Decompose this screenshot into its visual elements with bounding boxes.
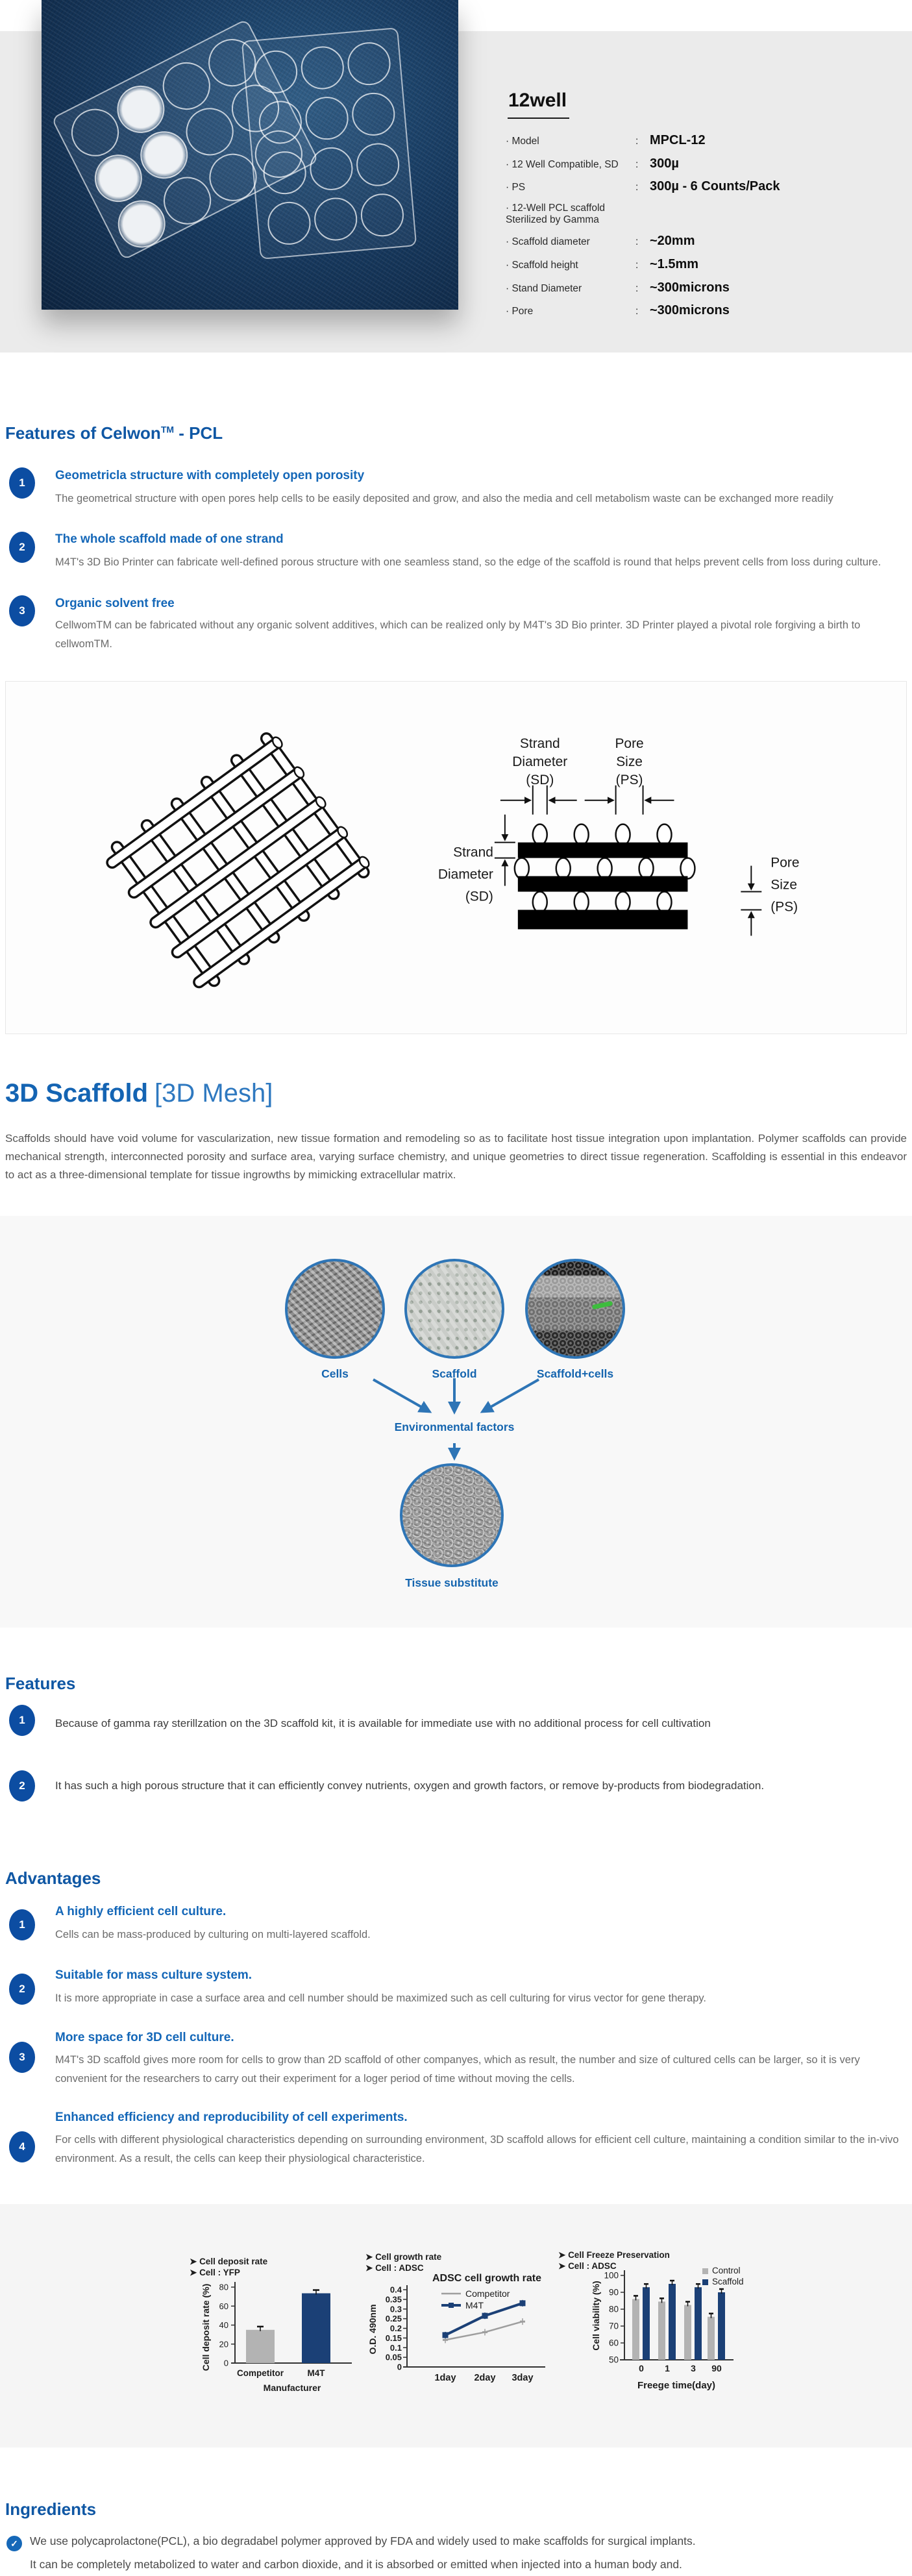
arrowhead-bullet-icon: ➤ — [558, 2250, 569, 2260]
spec-separator: : — [635, 282, 639, 294]
y-tick-label: 0.15 — [385, 2333, 402, 2343]
chart-header-line: Cell : ADSC — [375, 2263, 424, 2273]
spec-separator: : — [635, 236, 639, 248]
item-number-badge: 4 — [9, 2131, 35, 2162]
well — [354, 142, 401, 188]
spec-label: · PS — [506, 182, 635, 193]
spec-label: · 12-Well PCL scaffold Sterilized by Gamma — [506, 203, 635, 226]
x-axis-label: Manufacturer — [263, 2383, 321, 2393]
legend-entry: Control — [712, 2266, 741, 2275]
scaffold-heading — [5, 1079, 273, 1108]
spec-value: 300µ — [650, 156, 679, 171]
item-desc: It is more appropriate in case a surface area and cell number should be maximized such as cell culturing for virus vector for gene therapy. — [55, 1992, 707, 2004]
item-text: It has such a high porous structure that it can efficiently convey nutrients, oxygen and growth factors, or remove by-products from biodegradation. — [55, 1779, 765, 1792]
ingredients-heading: Ingredients — [5, 2499, 97, 2519]
scaffold-heading-bold: 3D Scaffold — [5, 1079, 149, 1108]
spec-list — [506, 133, 869, 327]
flow-label-environmental-factors: Environmental factors — [394, 1420, 515, 1433]
y-tick-label: 0.2 — [389, 2323, 402, 2333]
item-desc: CellwomTM can be fabricated without any organic solvent additives, which can be realized only by M4T's 3D Bio printer. 3D Printer played a pivotal role forgiving a birth to cellwomTM. — [55, 619, 861, 650]
y-tick-label: 50 — [608, 2355, 619, 2365]
flow-label-cells: Cells — [321, 1367, 349, 1380]
label-strand-diameter-top3: (SD) — [526, 772, 554, 787]
y-axis-label: O.D. 490nm — [367, 2304, 378, 2355]
legend-entry: M4T — [465, 2300, 484, 2310]
y-tick-label: 0.1 — [389, 2342, 402, 2353]
advantages-heading: Advantages — [5, 1868, 101, 1888]
features-heading: Features — [5, 1674, 76, 1693]
product-title: 12well — [508, 90, 569, 119]
spec-label: · Pore — [506, 306, 635, 317]
scaffold-micrograph — [404, 1259, 504, 1359]
well — [266, 200, 313, 247]
spec-separator: : — [635, 158, 639, 170]
strand-pore-diagram — [6, 682, 906, 1034]
spec-row — [506, 280, 869, 295]
label-pore-size-right2: Size — [770, 877, 798, 893]
item-number-badge: 2 — [9, 1974, 35, 2005]
y-axis-label: Cell viability (%) — [591, 2281, 601, 2351]
x-tick-label: 1day — [434, 2373, 456, 2383]
item-number-badge: 1 — [9, 1705, 35, 1736]
y-tick-label: 20 — [219, 2339, 228, 2349]
legend-entry: Competitor — [465, 2288, 510, 2299]
y-tick-label: 0 — [397, 2362, 402, 2372]
item-desc: M4T's 3D scaffold gives more room for cells to grow than 2D scaffold of other companyes, which as result, the number and size of cultured cells can be larger, so it is very convenient for the researchers to carry out their experiment for a loger period of time without moving the cells. — [55, 2054, 860, 2085]
well — [253, 49, 299, 95]
well — [346, 40, 393, 87]
celwon-heading — [5, 423, 223, 443]
spec-row — [506, 203, 869, 226]
label-strand-diameter-top: Strand — [519, 736, 560, 751]
spec-separator: : — [635, 136, 639, 147]
item-number-badge: 2 — [9, 1770, 35, 1802]
scaffold-paragraph: Scaffolds should have void volume for vascularization, new tissue formation and remodeling so as to facilitate host tissue integration upon implantation. Polymer scaffolds can provide mechanical strength, interconnected porosity and surface area, varying surface chemistry, and unique geometries to direct tissue regeneration. Scaffolding is essential in this endeavor to act as a three-dimensional template for tissue ingrowths by mimicking extracellular matrix. — [5, 1132, 907, 1181]
y-tick-label: 60 — [608, 2338, 619, 2348]
y-tick-label: 80 — [219, 2282, 228, 2292]
spec-value: ~1.5mm — [650, 256, 699, 271]
spec-value: 300µ - 6 Counts/Pack — [650, 179, 780, 194]
y-tick-label: 100 — [604, 2270, 619, 2281]
well — [257, 99, 304, 146]
flow-label-tissue-substitute: Tissue substitute — [405, 1576, 499, 1589]
y-axis-label: Cell deposit rate (%) — [201, 2283, 211, 2372]
cell-growth-rate-chart — [360, 2220, 574, 2415]
item-desc: The geometrical structure with open pores help cells to be easily deposited and grow, and also the media and cell metabolism waste can be exchanged more readily — [55, 493, 833, 504]
label-pore-size-top2: Size — [616, 754, 643, 769]
label-pore-size-right: Pore — [770, 855, 800, 871]
arrowhead-bullet-icon: ➤ — [190, 2257, 200, 2266]
trademark-sup: TM — [160, 424, 175, 435]
celwon-heading-suffix: - PCL — [174, 423, 223, 443]
cross-section-drawing — [495, 786, 761, 936]
spec-row — [506, 179, 869, 194]
y-tick-label: 0.25 — [385, 2314, 402, 2324]
celwon-heading-text: Features of Celwon — [5, 423, 161, 443]
arrowhead-bullet-icon: ➤ — [365, 2252, 376, 2262]
well — [262, 149, 308, 196]
spec-separator: : — [635, 182, 639, 193]
item-title: A highly efficient cell culture. — [55, 1905, 227, 1918]
y-tick-label: 70 — [608, 2321, 619, 2331]
chart-header-line: Cell Freeze Preservation — [568, 2250, 670, 2260]
flow-label-scaffold: Scaffold — [432, 1367, 477, 1380]
arrowhead-bullet-icon: ➤ — [190, 2268, 200, 2277]
spec-value: ~300microns — [650, 280, 730, 295]
y-tick-label: 80 — [608, 2304, 619, 2314]
flow-label-scaffold-cells: Scaffold+cells — [536, 1367, 614, 1380]
item-desc: Cells can be mass-produced by culturing on multi-layered scaffold. — [55, 1929, 371, 1940]
scaffold-heading-light: [3D Mesh] — [154, 1079, 273, 1108]
spec-separator: : — [635, 306, 639, 317]
spec-row — [506, 156, 869, 171]
y-tick-label: 40 — [219, 2320, 228, 2330]
arrowhead-bullet-icon: ➤ — [365, 2263, 376, 2273]
cells-micrograph — [285, 1259, 385, 1359]
scaffold-cells-micrograph — [525, 1259, 625, 1359]
spec-row — [506, 234, 869, 249]
spec-label: · Scaffold diameter — [506, 236, 635, 248]
x-tick-label: 3day — [511, 2373, 534, 2383]
well — [359, 192, 406, 239]
chart-title: ADSC cell growth rate — [432, 2273, 542, 2284]
chart-header-line: Cell growth rate — [375, 2252, 442, 2262]
well — [351, 91, 397, 138]
well — [312, 196, 359, 243]
well-plate-lid — [241, 27, 417, 260]
y-tick-label: 0.3 — [389, 2304, 402, 2314]
product-photo — [42, 0, 458, 310]
x-tick-label: 2day — [474, 2373, 496, 2383]
strand-diagram-panel — [5, 681, 907, 1034]
spec-separator: : — [635, 259, 639, 271]
item-desc: For cells with different physiological characteristics depending on surrounding environment, 3D scaffold allows for efficient cell culture, maintaining a condition similar to the in-vivo environment. As a result, the cells can keep their physiological characteristice. — [55, 2134, 899, 2164]
well — [304, 95, 351, 142]
item-title: Organic solvent free — [55, 597, 175, 610]
item-desc: M4T's 3D Bio Printer can fabricate well-defined porous structure with one seamless stand, so the edge of the scaffold is round that helps prevent cells from loss during culture. — [55, 556, 881, 568]
spec-label: · Model — [506, 136, 635, 147]
item-title: Suitable for mass culture system. — [55, 1968, 253, 1982]
label-strand-diameter-top2: Diameter — [512, 754, 568, 769]
mesh-3d-drawing — [106, 732, 372, 988]
item-title: More space for 3D cell culture. — [55, 2031, 234, 2044]
spec-row — [506, 257, 869, 272]
label-strand-diameter-left: Strand — [453, 845, 493, 860]
item-number-badge: 1 — [9, 467, 35, 499]
spec-row — [506, 303, 869, 318]
spec-value: MPCL-12 — [650, 133, 706, 147]
item-title: Geometricla structure with completely open porosity — [55, 469, 365, 482]
item-title: The whole scaffold made of one strand — [55, 532, 284, 546]
y-tick-label: 60 — [219, 2301, 228, 2311]
well — [308, 145, 355, 192]
y-tick-label: 90 — [608, 2287, 619, 2297]
chart-header-line: Cell deposit rate — [199, 2257, 268, 2266]
chart-header-line: Cell : ADSC — [568, 2261, 617, 2271]
spec-label: · 12 Well Compatible, SD — [506, 159, 635, 171]
item-number-badge: 3 — [9, 2042, 35, 2073]
label-pore-size-top3: (PS) — [615, 772, 643, 787]
x-tick-label: M4T — [307, 2368, 325, 2378]
label-strand-diameter-left3: (SD) — [465, 889, 493, 904]
legend-entry: Scaffold — [712, 2277, 744, 2286]
label-pore-size-right3: (PS) — [770, 899, 798, 915]
x-tick-label: 0 — [639, 2363, 644, 2373]
well — [299, 45, 346, 92]
chart-header-line: Cell : YFP — [199, 2268, 240, 2277]
x-tick-label: Competitor — [237, 2368, 284, 2378]
label-strand-diameter-left2: Diameter — [438, 867, 493, 882]
x-tick-label: 90 — [711, 2363, 722, 2373]
x-axis-label: Freege time(day) — [637, 2380, 716, 2391]
y-tick-label: 0.4 — [389, 2285, 402, 2295]
spec-label: · Stand Diameter — [506, 283, 635, 295]
arrowhead-bullet-icon: ➤ — [558, 2261, 569, 2271]
label-pore-size-top: Pore — [615, 736, 644, 751]
y-tick-label: 0 — [223, 2358, 228, 2368]
ingredients-line2: It can be completely metabolized to water and carbon dioxide, and it is absorbed or emitted when injected into a human body and. — [30, 2558, 682, 2571]
item-number-badge: 3 — [9, 595, 35, 626]
item-number-badge: 1 — [9, 1909, 35, 1940]
item-text: Because of gamma ray sterillzation on the 3D scaffold kit, it is available for immediate use with no additional process for cell cultivation — [55, 1717, 711, 1729]
spec-row — [506, 133, 869, 148]
spec-value: ~300microns — [650, 303, 730, 318]
ingredients-line1: We use polycaprolactone(PCL), a bio degradabel polymer approved by FDA and widely used to make scaffolds for surgical implants. — [30, 2534, 696, 2547]
x-tick-label: 1 — [665, 2363, 670, 2373]
item-number-badge: 2 — [9, 532, 35, 563]
item-title: Enhanced efficiency and reproducibility of cell experiments. — [55, 2111, 408, 2124]
spec-value: ~20mm — [650, 234, 695, 249]
check-badge-icon: ✓ — [6, 2536, 22, 2551]
cell-freeze-preservation-chart — [548, 2217, 782, 2418]
spec-label: · Scaffold height — [506, 260, 635, 271]
y-tick-label: 0.35 — [385, 2294, 402, 2305]
y-tick-label: 0.05 — [385, 2352, 402, 2362]
tissue-substitute-micrograph — [400, 1463, 504, 1567]
x-tick-label: 3 — [691, 2363, 696, 2373]
